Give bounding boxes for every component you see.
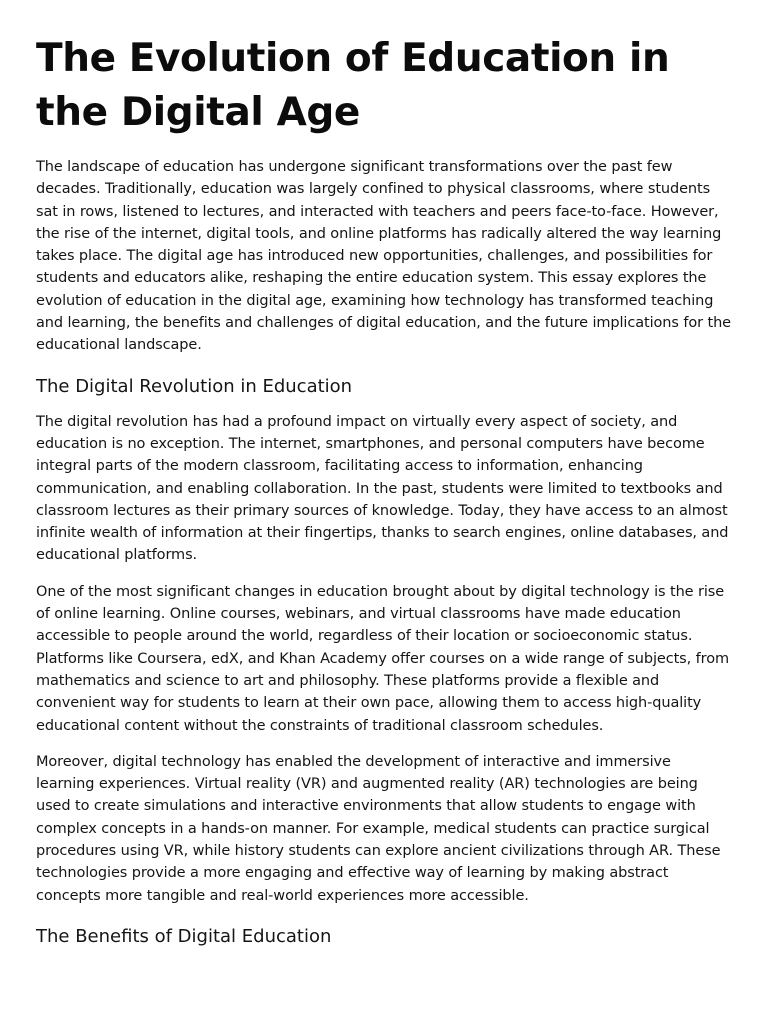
document-title: The Evolution of Education in the Digital Age: [36, 36, 670, 135]
body-paragraph: The digital revolution has had a profound impact on virtually every aspect of society, and education is no exception. The internet, smartphones, and personal computers have become integral parts of the modern classroom, facilitating access to information, enhancing communication, and enabling collaboration. In the past, students were limited to textbooks and classroom lectures as their primary sources of knowledge. Today, they have access to an almost infinite wealth of information at their fingertips, thanks to search engines, online databases, and educational platforms.: [36, 413, 729, 564]
body-paragraph: Moreover, digital technology has enabled the development of interactive and immersive learning experiences. Virtual reality (VR) and augmented reality (AR) technologies are being used to create simulations and interactive environments that allow students to engage with complex concepts in a hands-on manner. For example, medical students can practice surgical procedures using VR, while history students can explore ancient civilizations through AR. These technologies provide a more engaging and effective way of learning by making abstract concepts more tangible and real-world experiences more accessible.: [36, 753, 721, 904]
section-heading-benefits: The Benefits of Digital Education: [36, 925, 332, 947]
section-heading-digital-revolution: The Digital Revolution in Education: [36, 375, 353, 397]
intro-paragraph: The landscape of education has undergone significant transformations over the past few decades. Traditionally, education was largely confined to physical classrooms, where students sat in rows, listened to lectures, and interacted with teachers and peers face-to-face. However, the rise of the internet, digital tools, and online platforms has radically altered the way learning takes place. The digital age has introduced new opportunities, challenges, and possibilities for students and educators alike, reshaping the entire education system. This essay explores the evolution of education in the digital age, examining how technology has transformed teaching and learning, the benefits and challenges of digital education, and the future implications for the educational landscape.: [36, 159, 731, 354]
document-page: [36, 32, 732, 961]
body-paragraph: One of the most significant changes in education brought about by digital technology is the rise of online learning. Online courses, webinars, and virtual classrooms have made education accessible to people around the world, regardless of their location or socioeconomic status. Platforms like Coursera, edX, and Khan Academy offer courses on a wide range of subjects, from mathematics and science to art and philosophy. These platforms provide a flexible and convenient way for students to learn at their own pace, allowing them to access high-quality educational content without the constraints of traditional classroom schedules.: [36, 583, 730, 734]
